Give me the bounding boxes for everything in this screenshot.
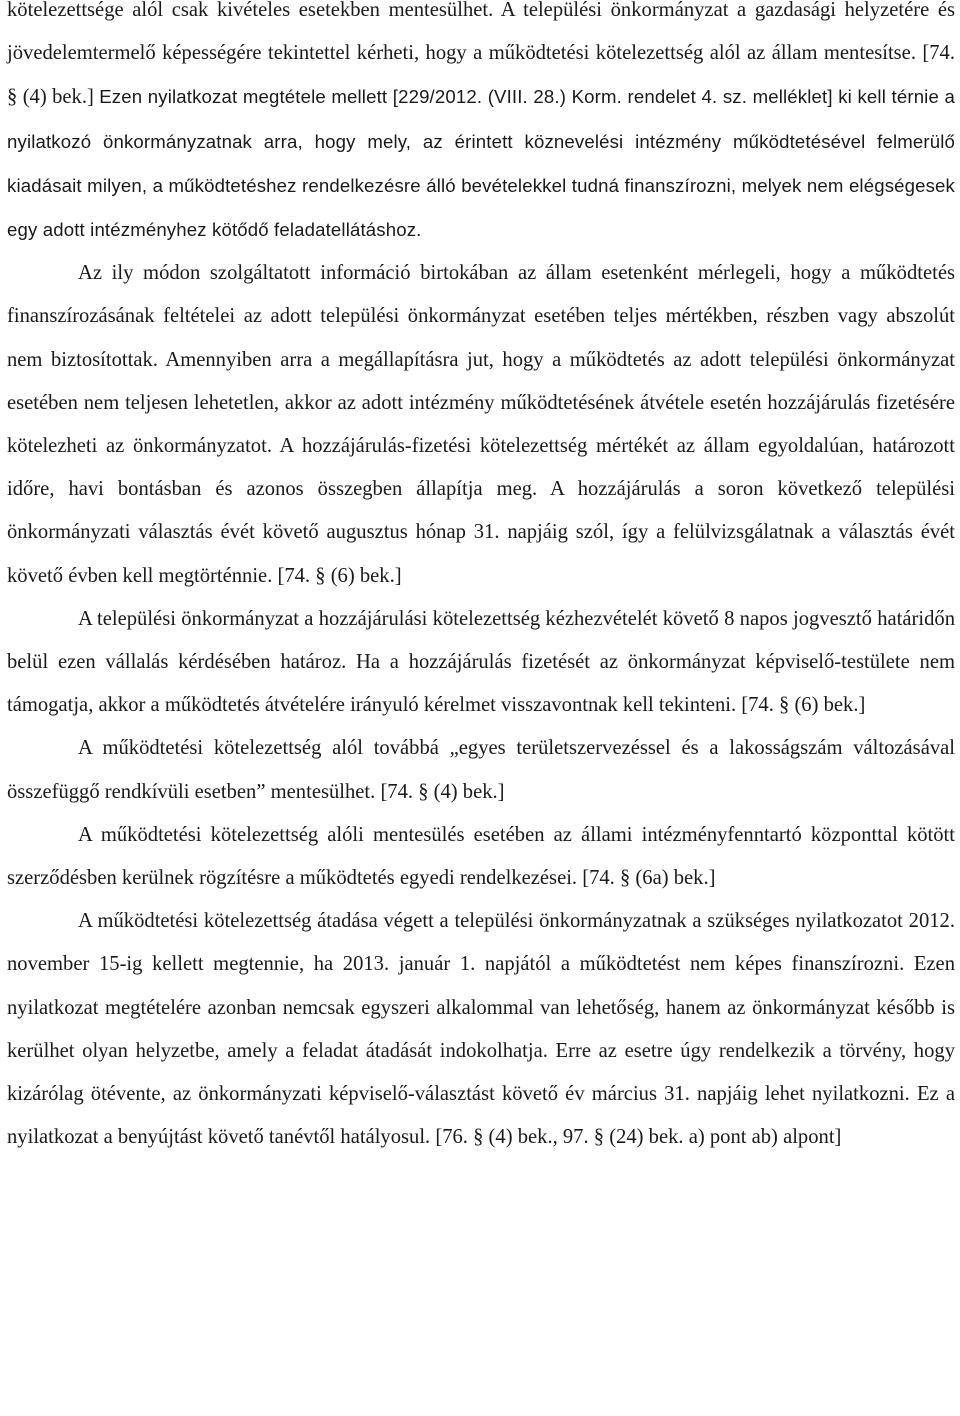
- paragraph-3-text: A települési önkormányzat a hozzájárulási kötelezettség kézhezvételét követő 8 napos jogvesztő határidőn belül ezen vállalás kérdésében határoz. Ha a hozzájárulás fizetését az önkormányzat képviselő-testülete nem támogatja, akkor a működtetés átvételére irányuló kérelmet visszavontnak kell tekinteni. [74. § (6) bek.]: [7, 607, 955, 717]
- paragraph-2-text: Az ily módon szolgáltatott információ birtokában az állam esetenként mérlegeli, hogy a működtetés finanszírozásának feltételei az adott települési önkormányzat esetében teljes mértékben, részben vagy abszolút nem biztosítottak. Amennyiben arra a megállapításra jut, hogy a működtetés az adott települési önkormányzat esetében nem teljesen lehetetlen, akkor az adott intézmény működtetésének átvétele esetén hozzájárulás fizetésére kötelezheti az önkormányzatot. A hozzájárulás-fizetési kötelezettség mértékét az állam egyoldalúan, határozott időre, havi bontásban és azonos összegben állapítja meg. A hozzájárulás a soron következő települési önkormányzati választás évét követő augusztus hónap 31. napjáig szól, így a felülvizsgálatnak a választás évét követő évben kell megtörténnie. [74. § (6) bek.]: [7, 262, 955, 587]
- paragraph-4: [7, 727, 955, 813]
- paragraph-4-text: A működtetési kötelezettség alól továbbá „egyes területszervezéssel és a lakosságszám változásával összefüggő rendkívüli esetben” mentesülhet. [74. § (4) bek.]: [7, 737, 955, 803]
- paragraph-6: [7, 900, 955, 1159]
- paragraph-3: [7, 598, 955, 728]
- paragraph-5: [7, 814, 955, 900]
- paragraph-1-text-sans: Ezen nyilatkozat megtétele mellett [229/2012. (VIII. 28.) Korm. rendelet 4. sz. melléklet] ki kell térnie a nyilatkozó önkormányzatnak arra, hogy mely, az érintett köznevelési intézmény működtetésével felmerülő kiadásait milyen, a működtetéshez rendelkezésre álló bevételekkel tudná finanszírozni, melyek nem elégségesek egy adott intézményhez kötődő feladatellátáshoz.: [7, 86, 955, 241]
- paragraph-6-text: A működtetési kötelezettség átadása végett a települési önkormányzatnak a szükséges nyilatkozatot 2012. november 15-ig kellett megtennie, ha 2013. január 1. napjától a működtetést nem képes finanszírozni. Ezen nyilatkozat megtételére azonban nemcsak egyszeri alkalommal van lehetőség, hanem az önkormányzat később is kerülhet olyan helyzetbe, amely a feladat átadását indokolhatja. Erre az esetre úgy rendelkezik a törvény, hogy kizárólag ötévente, az önkormányzati képviselő-választást követő év március 31. napjáig lehet nyilatkozni. Ez a nyilatkozat a benyújtást követő tanévtől hatályosul. [76. § (4) bek., 97. § (24) bek. a) pont ab) alpont]: [7, 910, 955, 1149]
- paragraph-2: [7, 252, 955, 598]
- paragraph-1: [7, 0, 955, 252]
- document-page: [7, 0, 955, 1159]
- paragraph-5-text: A működtetési kötelezettség alóli mentesülés esetében az állami intézményfenntartó központtal kötött szerződésben kerülnek rögzítésre a működtetés egyedi rendelkezései. [74. § (6a) bek.]: [7, 823, 955, 890]
- paragraph-1-text-serif: kötelezettsége alól csak kivételes esetekben mentesülhet. A települési önkormányzat a gazdasági helyzetére és jövedelemtermelő képességére tekintettel kérheti, hogy a működtetési kötelezettség alól az állam mentesítse. [74. § (4) bek.]: [7, 0, 955, 109]
